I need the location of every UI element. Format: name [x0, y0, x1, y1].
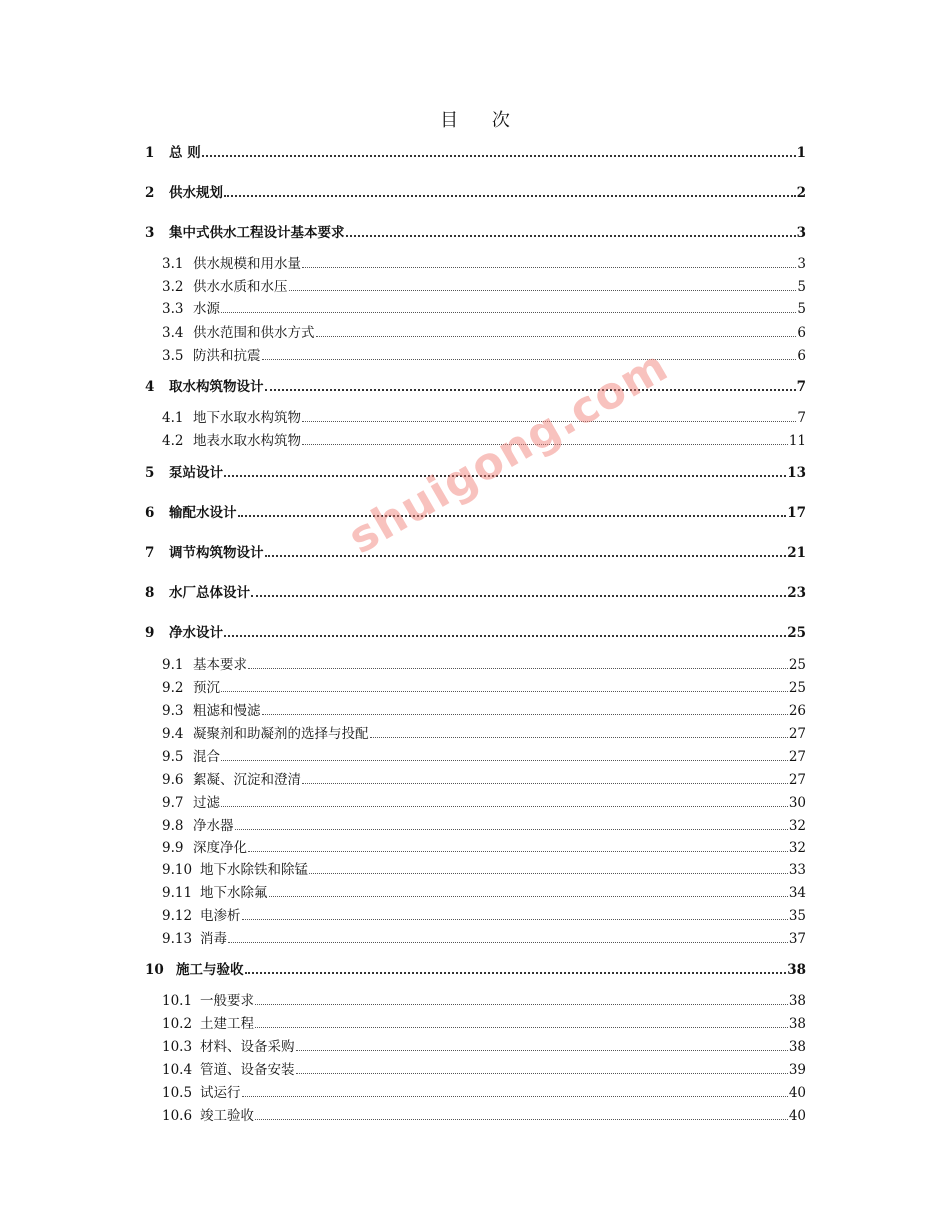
toc-chapter-entry[interactable] — [145, 544, 806, 562]
dot-leader — [269, 895, 788, 897]
dot-leader — [221, 759, 788, 761]
toc-entry-page-number: 5 — [797, 301, 806, 317]
toc-entry-page-number: 11 — [788, 433, 806, 449]
dot-leader — [248, 850, 788, 852]
toc-entry-label: 集中式供水工程设计基本要求 — [169, 225, 345, 241]
toc-section-entry[interactable] — [145, 725, 806, 743]
toc-entry-page-number: 27 — [788, 726, 806, 742]
dot-leader — [370, 736, 788, 738]
toc-entry-number: 9.12 — [162, 908, 193, 924]
toc-entry-label: 防洪和抗震 — [193, 348, 261, 364]
toc-section-entry[interactable] — [145, 324, 806, 342]
dot-leader — [221, 690, 788, 692]
toc-section-entry[interactable] — [145, 679, 806, 697]
toc-entry-number: 4 — [145, 379, 155, 395]
toc-section-entry[interactable] — [145, 656, 806, 674]
toc-section-entry[interactable] — [145, 992, 806, 1010]
toc-section-entry[interactable] — [145, 409, 806, 427]
toc-section-entry[interactable] — [145, 861, 806, 879]
toc-entry-page-number: 38 — [788, 1039, 806, 1055]
toc-entry-label: 预沉 — [193, 680, 220, 696]
toc-entry-label: 调节构筑物设计 — [169, 545, 264, 561]
toc-entry-number: 9.5 — [162, 749, 184, 765]
dot-leader — [255, 1118, 788, 1120]
toc-entry-number: 7 — [145, 545, 155, 561]
toc-entry-number: 9.6 — [162, 772, 184, 788]
toc-chapter-entry[interactable] — [145, 464, 806, 482]
dot-leader — [238, 514, 787, 517]
dot-leader — [262, 713, 788, 715]
toc-section-entry[interactable] — [145, 930, 806, 948]
toc-entry-label: 土建工程 — [200, 1016, 254, 1032]
toc-entry-number: 9.10 — [162, 862, 193, 878]
dot-leader — [302, 782, 788, 784]
toc-entry-number: 4.2 — [162, 433, 184, 449]
dot-leader — [302, 420, 796, 422]
toc-section-entry[interactable] — [145, 771, 806, 789]
toc-chapter-entry[interactable] — [145, 144, 806, 162]
toc-entry-number: 9.1 — [162, 657, 184, 673]
dot-leader — [245, 971, 787, 974]
dot-leader — [265, 554, 787, 557]
toc-entry-page-number: 6 — [797, 325, 806, 341]
toc-entry-page-number: 40 — [788, 1085, 806, 1101]
toc-entry-number: 3.3 — [162, 301, 184, 317]
dot-leader — [302, 443, 788, 445]
toc-section-entry[interactable] — [145, 1061, 806, 1079]
toc-entry-number: 10.2 — [162, 1016, 193, 1032]
toc-entry-label: 供水规划 — [169, 185, 223, 201]
toc-chapter-entry[interactable] — [145, 961, 806, 979]
toc-entry-number: 9.9 — [162, 840, 184, 856]
dot-leader — [221, 805, 788, 807]
toc-entry-label: 净水器 — [193, 818, 234, 834]
toc-entry-label: 供水范围和供水方式 — [193, 325, 315, 341]
toc-entry-label: 混合 — [193, 749, 220, 765]
toc-entry-page-number: 3 — [797, 256, 806, 272]
dot-leader — [221, 311, 796, 313]
dot-leader — [235, 828, 788, 830]
toc-entry-page-number: 25 — [787, 625, 806, 641]
toc-section-entry[interactable] — [145, 1107, 806, 1125]
dot-leader — [289, 289, 797, 291]
page-title: 目 次 — [440, 110, 524, 131]
toc-entry-label: 供水水质和水压 — [193, 279, 288, 295]
toc-entry-number: 1 — [145, 145, 155, 161]
toc-entry-number: 9.7 — [162, 795, 184, 811]
toc-section-entry[interactable] — [145, 1038, 806, 1056]
toc-entry-label: 泵站设计 — [169, 465, 223, 481]
toc-entry-label: 基本要求 — [193, 657, 247, 673]
toc-entry-number: 9 — [145, 625, 155, 641]
toc-entry-label: 水源 — [193, 301, 220, 317]
toc-entry-page-number: 39 — [788, 1062, 806, 1078]
toc-section-entry[interactable] — [145, 702, 806, 720]
dot-leader — [255, 1026, 788, 1028]
toc-entry-label: 试运行 — [200, 1085, 241, 1101]
toc-entry-number: 4.1 — [162, 410, 184, 426]
toc-chapter-entry[interactable] — [145, 224, 806, 242]
toc-section-entry[interactable] — [145, 839, 806, 857]
toc-entry-page-number: 27 — [788, 772, 806, 788]
toc-chapter-entry[interactable] — [145, 378, 806, 396]
dot-leader — [224, 634, 786, 637]
toc-entry-label: 总 则 — [169, 145, 201, 161]
dot-leader — [228, 941, 788, 943]
toc-entry-number: 10 — [145, 962, 164, 978]
toc-entry-number: 2 — [145, 185, 155, 201]
toc-section-entry[interactable] — [145, 884, 806, 902]
toc-section-entry[interactable] — [145, 347, 806, 365]
toc-entry-label: 输配水设计 — [169, 505, 237, 521]
toc-entry-number: 10.4 — [162, 1062, 193, 1078]
toc-entry-number: 3.2 — [162, 279, 184, 295]
dot-leader — [242, 918, 788, 920]
toc-entry-label: 过滤 — [193, 795, 220, 811]
toc-entry-label: 深度净化 — [193, 840, 247, 856]
dot-leader — [296, 1072, 788, 1074]
toc-entry-label: 管道、设备安装 — [200, 1062, 295, 1078]
dot-leader — [248, 667, 788, 669]
dot-leader — [224, 194, 796, 197]
toc-entry-label: 消毒 — [200, 931, 227, 947]
toc-entry-page-number: 7 — [796, 379, 806, 395]
toc-entry-page-number: 25 — [788, 657, 806, 673]
toc-entry-label: 施工与验收 — [176, 962, 244, 978]
toc-entry-page-number: 26 — [788, 703, 806, 719]
toc-entry-page-number: 35 — [788, 908, 806, 924]
dot-leader — [265, 388, 796, 391]
toc-entry-number: 10.6 — [162, 1108, 193, 1124]
toc-entry-number: 9.3 — [162, 703, 184, 719]
toc-entry-number: 3.5 — [162, 348, 184, 364]
toc-section-entry[interactable] — [145, 748, 806, 766]
toc-entry-page-number: 32 — [788, 840, 806, 856]
toc-section-entry[interactable] — [145, 278, 806, 296]
toc-chapter-entry[interactable] — [145, 504, 806, 522]
toc-entry-number: 10.1 — [162, 993, 193, 1009]
dot-leader — [202, 154, 796, 157]
toc-entry-number: 9.11 — [162, 885, 193, 901]
toc-entry-number: 9.8 — [162, 818, 184, 834]
toc-entry-page-number: 30 — [788, 795, 806, 811]
toc-entry-label: 取水构筑物设计 — [169, 379, 264, 395]
toc-entry-label: 材料、设备采购 — [200, 1039, 295, 1055]
toc-entry-number: 9.13 — [162, 931, 193, 947]
toc-entry-label: 絮凝、沉淀和澄清 — [193, 772, 301, 788]
toc-entry-number: 5 — [145, 465, 155, 481]
toc-entry-page-number: 38 — [788, 993, 806, 1009]
watermark: shuigong.com — [340, 340, 677, 565]
toc-entry-label: 地下水除氟 — [200, 885, 268, 901]
dot-leader — [224, 474, 786, 477]
toc-entry-number: 9.4 — [162, 726, 184, 742]
toc-entry-number: 10.3 — [162, 1039, 193, 1055]
toc-section-entry[interactable] — [145, 1084, 806, 1102]
dot-leader — [316, 335, 797, 337]
toc-entry-label: 一般要求 — [200, 993, 254, 1009]
toc-entry-page-number: 32 — [788, 818, 806, 834]
toc-entry-number: 3.4 — [162, 325, 184, 341]
toc-entry-label: 净水设计 — [169, 625, 223, 641]
toc-entry-page-number: 21 — [787, 545, 806, 561]
toc-section-entry[interactable] — [145, 817, 806, 835]
toc-entry-page-number: 23 — [787, 585, 806, 601]
toc-entry-page-number: 40 — [788, 1108, 806, 1124]
toc-entry-page-number: 17 — [787, 505, 806, 521]
toc-entry-label: 地下水取水构筑物 — [193, 410, 301, 426]
toc-entry-number: 8 — [145, 585, 155, 601]
toc-entry-page-number: 6 — [797, 348, 806, 364]
toc-entry-label: 竣工验收 — [200, 1108, 254, 1124]
toc-entry-page-number: 25 — [788, 680, 806, 696]
dot-leader — [346, 234, 796, 237]
toc-entry-label: 地表水取水构筑物 — [193, 433, 301, 449]
toc-section-entry[interactable] — [145, 907, 806, 925]
dot-leader — [251, 594, 786, 597]
toc-chapter-entry[interactable] — [145, 584, 806, 602]
toc-section-entry[interactable] — [145, 300, 806, 318]
toc-section-entry[interactable] — [145, 432, 806, 450]
toc-entry-number: 10.5 — [162, 1085, 193, 1101]
toc-entry-label: 电渗析 — [200, 908, 241, 924]
toc-entry-page-number: 5 — [797, 279, 806, 295]
toc-entry-label: 供水规模和用水量 — [193, 256, 301, 272]
toc-section-entry[interactable] — [145, 1015, 806, 1033]
dot-leader — [242, 1095, 788, 1097]
toc-entry-number: 3 — [145, 225, 155, 241]
toc-entry-number: 6 — [145, 505, 155, 521]
dot-leader — [309, 872, 788, 874]
toc-section-entry[interactable] — [145, 255, 806, 273]
dot-leader — [302, 266, 796, 268]
dot-leader — [296, 1049, 788, 1051]
toc-entry-label: 水厂总体设计 — [169, 585, 250, 601]
toc-entry-page-number: 2 — [796, 185, 806, 201]
toc-entry-page-number: 38 — [787, 962, 806, 978]
toc-entry-page-number: 1 — [796, 145, 806, 161]
toc-entry-page-number: 13 — [787, 465, 806, 481]
toc-entry-page-number: 34 — [788, 885, 806, 901]
toc-entry-page-number: 33 — [788, 862, 806, 878]
dot-leader — [255, 1003, 788, 1005]
dot-leader — [262, 358, 797, 360]
toc-entry-page-number: 27 — [788, 749, 806, 765]
toc-chapter-entry[interactable] — [145, 184, 806, 202]
toc-entry-number: 3.1 — [162, 256, 184, 272]
toc-entry-label: 粗滤和慢滤 — [193, 703, 261, 719]
toc-entry-label: 地下水除铁和除锰 — [200, 862, 308, 878]
toc-entry-page-number: 3 — [796, 225, 806, 241]
toc-entry-page-number: 38 — [788, 1016, 806, 1032]
toc-chapter-entry[interactable] — [145, 624, 806, 642]
toc-section-entry[interactable] — [145, 794, 806, 812]
toc-entry-page-number: 7 — [797, 410, 806, 426]
toc-entry-label: 凝聚剂和助凝剂的选择与投配 — [193, 726, 369, 742]
toc-entry-number: 9.2 — [162, 680, 184, 696]
toc-entry-page-number: 37 — [788, 931, 806, 947]
